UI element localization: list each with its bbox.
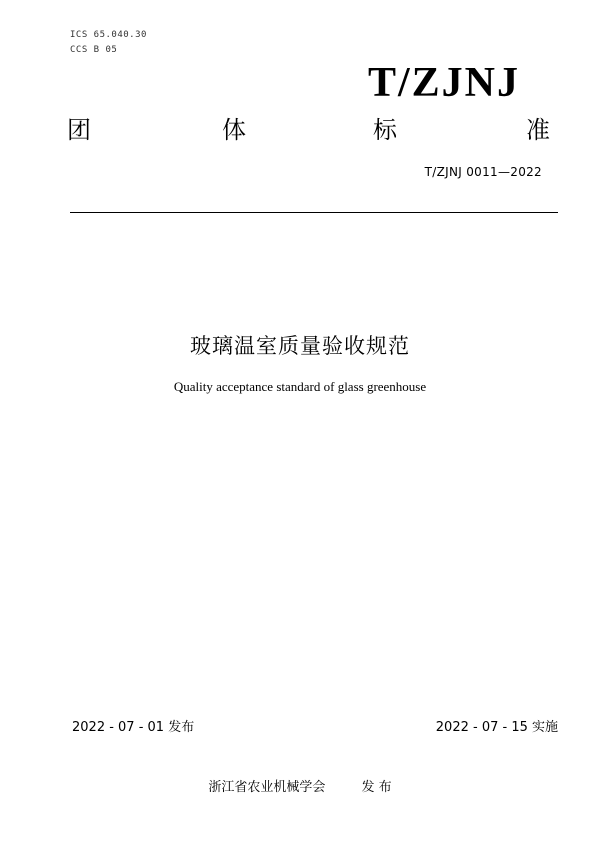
ccs-code: CCS B 05 — [70, 45, 118, 55]
category-char-2: 体 — [222, 116, 246, 144]
category-char-1: 团 — [67, 116, 91, 144]
publish-date: 2022 - 07 - 01 发布 — [72, 720, 195, 735]
document-title-cn: 玻璃温室质量验收规范 — [190, 334, 410, 358]
standard-code: T/ZJNJ 0011—2022 — [424, 165, 542, 179]
publish-word: 发 布 — [361, 780, 392, 795]
publisher-line — [0, 776, 600, 795]
implement-date: 2022 - 07 - 15 实施 — [435, 720, 558, 735]
ics-code: ICS 65.040.30 — [70, 30, 147, 40]
standard-logo: T/ZJNJ — [367, 60, 520, 106]
category-char-3: 标 — [373, 116, 397, 144]
category-char-4: 准 — [526, 116, 550, 144]
document-title-en: Quality acceptance standard of glass greenhouse — [173, 379, 427, 394]
header-divider — [70, 212, 558, 213]
publisher-name: 浙江省农业机械学会 — [208, 780, 326, 795]
